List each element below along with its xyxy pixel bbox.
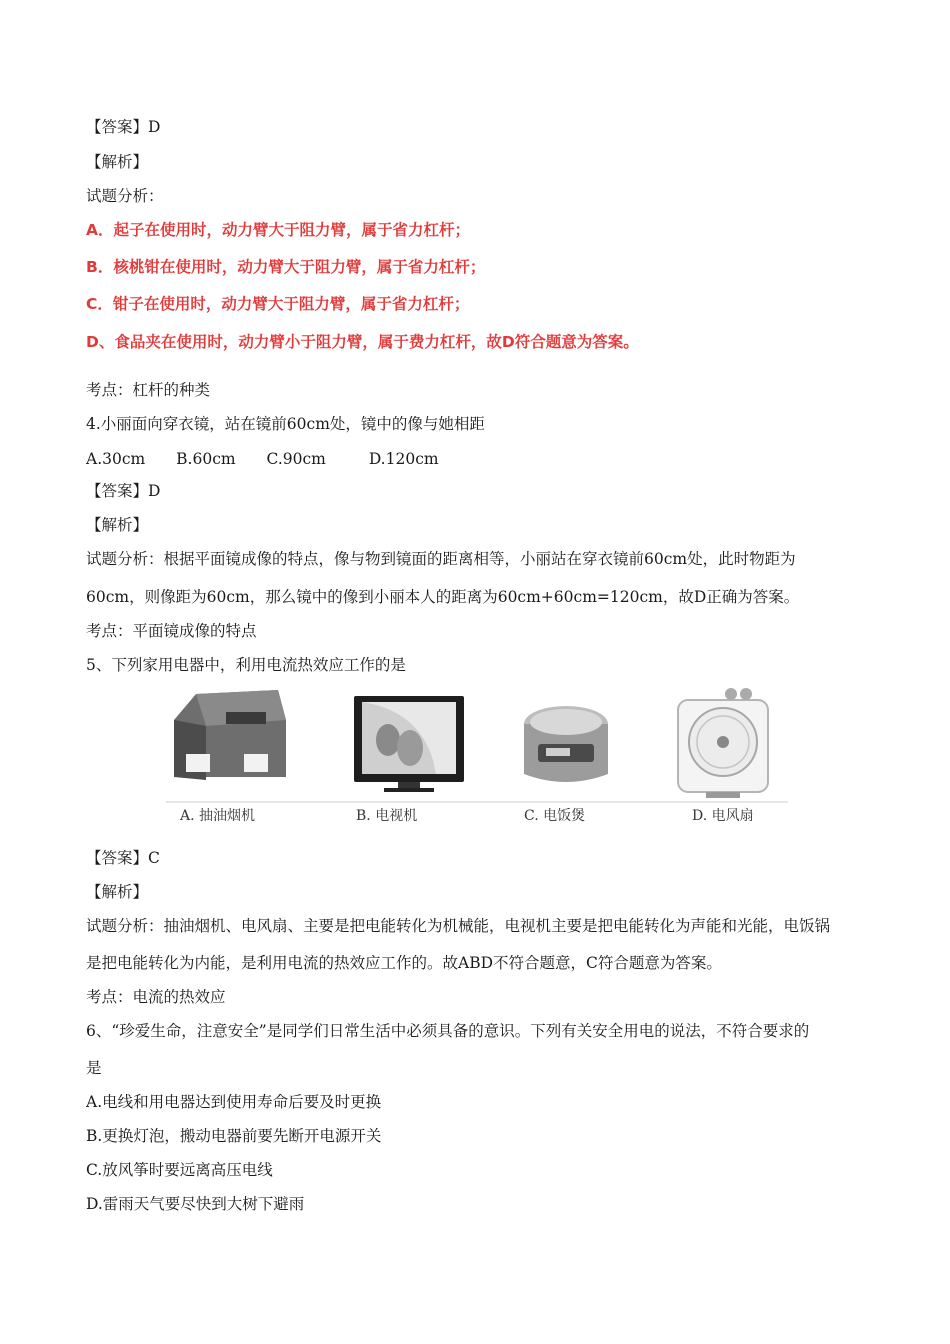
q3-analysis-head: 【解析】: [86, 153, 149, 171]
figure-label-a: A. 抽油烟机: [180, 808, 256, 824]
q4-analysis-head: 【解析】: [86, 516, 149, 534]
figure-label-c: C. 电饭煲: [524, 808, 586, 824]
q4-option-c: C.90cm: [266, 450, 326, 468]
q6-option-b: B.更换灯泡，搬动电器前要先断开电源开关: [86, 1127, 382, 1145]
q5-analysis-head: 【解析】: [86, 883, 149, 901]
q3-analysis-intro: 试题分析：: [86, 187, 164, 205]
q6-option-c: C.放风筝时要远离高压电线: [86, 1161, 273, 1179]
q3-point-b: B．核桃钳在使用时，动力臂大于阻力臂，属于省力杠杆；: [86, 258, 486, 276]
q4-options: [86, 449, 465, 469]
appliances-figure: [166, 682, 788, 827]
television-image: [354, 696, 464, 792]
q3-answer: 【答案】D: [86, 118, 161, 136]
q4-answer: 【答案】D: [86, 482, 161, 500]
q4-option-d: D.120cm: [368, 450, 439, 468]
q3-kaodian: 考点：杠杆的种类: [86, 381, 211, 399]
q6-option-a: A.电线和用电器达到使用寿命后要及时更换: [86, 1093, 382, 1111]
q4-analysis-line1: 试题分析：根据平面镜成像的特点，像与物到镜面的距离相等，小丽站在穿衣镜前60cm处，此时物距为: [86, 550, 796, 568]
range-hood-image: [174, 690, 286, 780]
rice-cooker-image: [524, 706, 608, 782]
figure-label-d: D. 电风扇: [692, 808, 754, 824]
q3-point-a: A．起子在使用时，动力臂大于阻力臂，属于省力杠杆；: [86, 221, 470, 239]
q6-question-line2: 是: [86, 1059, 102, 1077]
q3-point-c: C．钳子在使用时，动力臂大于阻力臂，属于省力杠杆；: [86, 295, 470, 313]
q3-point-d: D、食品夹在使用时，动力臂小于阻力臂，属于费力杠杆，故D符合题意为答案。: [86, 333, 639, 351]
q5-question: 5、下列家用电器中，利用电流热效应工作的是: [86, 656, 406, 674]
q5-kaodian: 考点：电流的热效应: [86, 988, 226, 1006]
q4-kaodian: 考点：平面镜成像的特点: [86, 622, 257, 640]
q4-option-b: B.60cm: [176, 450, 236, 468]
q4-analysis-line2: 60cm，则像距为60cm，那么镜中的像到小丽本人的距离为60cm+60cm=120cm，故D正确为答案。: [86, 588, 800, 606]
q5-analysis-line1: 试题分析：抽油烟机、电风扇、主要是把电能转化为机械能，电视机主要是把电能转化为声能和光能，电饭锅: [86, 917, 831, 935]
q4-question: 4.小丽面向穿衣镜，站在镜前60cm处，镜中的像与她相距: [86, 415, 485, 433]
figure-label-b: B. 电视机: [356, 808, 418, 824]
q5-answer: 【答案】C: [86, 849, 160, 867]
q6-question-line1: 6、“珍爱生命，注意安全”是同学们日常生活中必须具备的意识。下列有关安全用电的说法，不符合要求的: [86, 1022, 810, 1040]
q4-option-a: A.30cm: [86, 450, 146, 468]
q5-analysis-line2: 是把电能转化为内能，是利用电流的热效应工作的。故ABD不符合题意，C符合题意为答案。: [86, 954, 722, 972]
q6-option-d: D.雷雨天气要尽快到大树下避雨: [86, 1195, 305, 1213]
box-fan-image: [678, 688, 768, 798]
